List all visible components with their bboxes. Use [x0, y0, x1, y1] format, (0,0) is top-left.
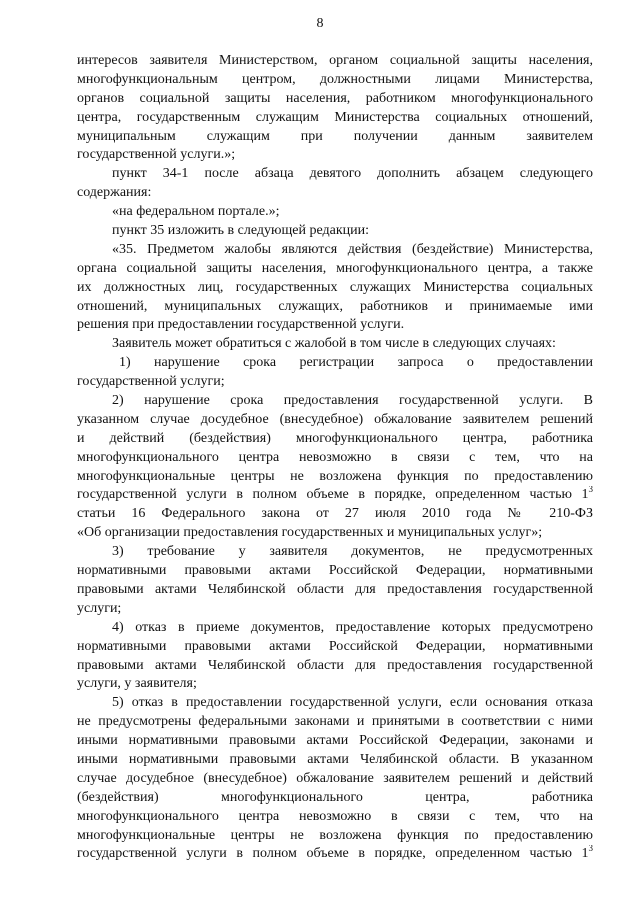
text-line-content: и действий (бездействия) многофункционального центра, работника [77, 430, 593, 446]
text-line [77, 751, 593, 770]
text-line [77, 694, 593, 713]
text-line [77, 279, 593, 298]
text-line [77, 675, 593, 694]
text-line [77, 543, 593, 562]
text-line-content: статьи 16 Федерального закона от 27 июля 2010 года № 210-ФЗ [77, 506, 593, 522]
text-line [77, 298, 593, 317]
text-line-content: Заявитель может обратиться с жалобой в том числе в следующих случаях: [112, 336, 556, 352]
text-line-content: центра, государственным служащим Министерства социальных отношений, [77, 109, 593, 125]
text-line-content: органов социальной защиты населения, работником многофункционального [77, 90, 593, 106]
text-line [77, 354, 593, 373]
text-line-content: «35. Предметом жалобы являются действия (бездействие) Министерства, [112, 241, 593, 257]
text-line [77, 562, 593, 581]
text-line [77, 316, 593, 335]
text-line-content: многофункционального центра невозможно в связи с тем, что на [77, 808, 593, 824]
text-line-content: случае досудебное (внесудебное) обжалование заявителем решений и действий [77, 770, 593, 786]
text-line [77, 468, 593, 487]
text-line-content: государственной услуги в полном объеме в порядке, определенном частью 1 [77, 846, 589, 862]
text-line [77, 128, 593, 147]
text-line [77, 260, 593, 279]
text-line [77, 241, 593, 260]
text-line-content: «Об организации предоставления государственных и муниципальных услуг»; [77, 525, 543, 541]
text-line-content: (бездействия) многофункционального центра, работника [77, 789, 593, 805]
text-line [77, 203, 593, 222]
text-line-content: нормативными правовыми актами Российской Федерации, нормативными [77, 638, 593, 654]
text-line-content: правовыми актами Челябинской области для предоставления государственной [77, 657, 593, 673]
text-line-content: содержания: [77, 185, 152, 201]
text-line-content: их должностных лиц, государственных служащих Министерства социальных [77, 279, 593, 295]
text-line-content: 2) нарушение срока предоставления государственной услуги. В [112, 393, 593, 409]
text-line-content: правовыми актами Челябинской области для предоставления государственной [77, 581, 593, 597]
text-line [77, 449, 593, 468]
text-line [77, 789, 593, 808]
text-line [77, 411, 593, 430]
superscript: 3 [588, 845, 593, 854]
text-line [77, 52, 593, 71]
text-line-content: отношений, муниципальных служащих, работников и принимаемые ими [77, 298, 593, 314]
text-line [77, 581, 593, 600]
text-line [77, 827, 593, 846]
text-line-content: решения при предоставлении государственной услуги. [77, 317, 405, 333]
text-line-content: «на федеральном портале.»; [112, 204, 280, 220]
text-line [77, 638, 593, 657]
text-line-content: указанном случае досудебное (внесудебное) обжалование заявителем решений [77, 411, 593, 427]
text-line [77, 657, 593, 676]
text-line [77, 732, 593, 751]
text-line [77, 222, 593, 241]
text-line-content: государственной услуги.»; [77, 147, 236, 163]
text-line [77, 146, 593, 165]
text-line [77, 808, 593, 827]
text-line [77, 619, 593, 638]
text-line-content: 5) отказ в предоставлении государственной услуги, если основания отказа [112, 695, 593, 711]
text-line [77, 600, 593, 619]
text-line [77, 524, 593, 543]
text-line-content: многофункционального центра невозможно в связи с тем, что на [77, 449, 593, 465]
text-line [77, 90, 593, 109]
text-line-content: 4) отказ в приеме документов, предоставление которых предусмотрено [112, 619, 593, 635]
text-line-content: иными нормативными правовыми актами Челябинской области. В указанном [77, 751, 593, 767]
text-line-content: муниципальным служащим при получении данным заявителем [77, 128, 593, 144]
text-line-content: 3) требование у заявителя документов, не предусмотренных [112, 544, 593, 560]
superscript: 3 [588, 486, 593, 495]
text-line-content: государственной услуги; [77, 374, 225, 390]
text-line [77, 713, 593, 732]
text-line-content: государственной услуги в полном объеме в порядке, определенном частью 1 [77, 487, 589, 503]
document-body [77, 52, 593, 864]
text-line-content: иными нормативными правовыми актами Российской Федерации, законами и [77, 733, 593, 749]
text-line-content: услуги; [77, 600, 122, 616]
text-line [77, 845, 593, 864]
text-line-content: услуги, у заявителя; [77, 676, 197, 692]
text-line-content: многофункциональные центры не возложена функция по предоставлению [77, 827, 593, 843]
text-line [77, 373, 593, 392]
text-line-content: интересов заявителя Министерством, органом социальной защиты населения, [77, 53, 593, 68]
text-line-content: многофункциональным центром, должностными лицами Министерства, [77, 71, 593, 87]
text-line [77, 335, 593, 354]
text-line [77, 392, 593, 411]
text-line-content: пункт 34-1 после абзаца девятого дополнить абзацем следующего [112, 166, 593, 182]
text-line-content: пункт 35 изложить в следующей редакции: [112, 223, 369, 239]
text-line [77, 165, 593, 184]
text-line [77, 71, 593, 90]
page-number: 8 [316, 16, 324, 31]
text-line-content: не предусмотрены федеральными законами и принятыми в соответствии с ними [77, 714, 593, 730]
text-line [77, 109, 593, 128]
text-line [77, 505, 593, 524]
text-line-content: многофункциональные центры не возложена функция по предоставлению [77, 468, 593, 484]
text-line [77, 430, 593, 449]
text-line-content: 1) нарушение срока регистрации запроса о предоставлении [119, 355, 593, 371]
text-line [77, 486, 593, 505]
text-line [77, 184, 593, 203]
text-line [77, 770, 593, 789]
text-line-content: нормативными правовыми актами Российской Федерации, нормативными [77, 563, 593, 579]
text-line-content: органа социальной защиты населения, многофункционального центра, а также [77, 260, 593, 276]
